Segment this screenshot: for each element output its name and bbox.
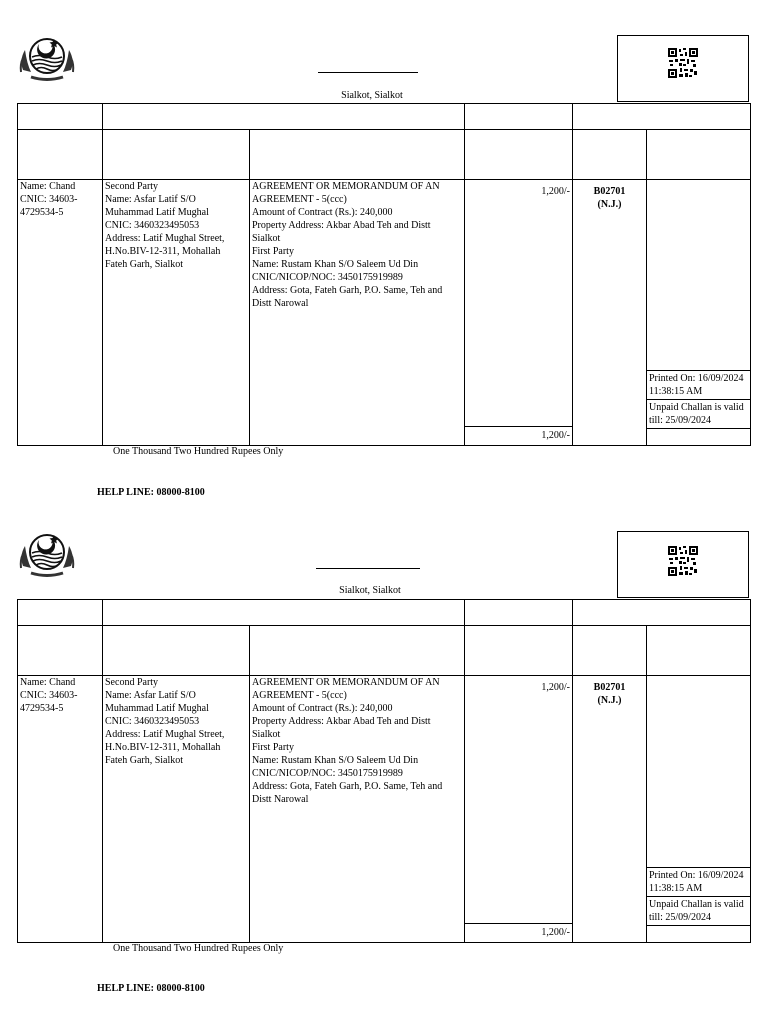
head-code: B02701	[593, 682, 626, 693]
title-underline	[318, 72, 418, 73]
desc-line: CNIC/NICOP/NOC: 3450175919989	[252, 768, 403, 779]
person-line: 4729534-5	[20, 207, 64, 218]
amount-cell	[465, 676, 573, 943]
subheader-row	[18, 130, 751, 180]
challan-copy-2	[0, 496, 768, 996]
desc-line: First Party	[252, 246, 294, 257]
status-cell	[647, 676, 751, 943]
person-line: 4729534-5	[20, 703, 64, 714]
city-label: Sialkot, Sialkot	[339, 585, 401, 596]
desc-line: Distt Narowal	[252, 298, 309, 309]
valid-till-date: till: 25/09/2024	[649, 912, 711, 923]
desc-line: CNIC/NICOP/NOC: 3450175919989	[252, 272, 403, 283]
printed-on	[647, 370, 750, 399]
person-cell	[18, 676, 103, 943]
desc-line: Amount of Contract (Rs.): 240,000	[252, 703, 393, 714]
second-party-cell	[103, 180, 250, 446]
punjab-logo-icon	[17, 30, 77, 84]
desc-line: Name: Rustam Khan S/O Saleem Ud Din	[252, 259, 419, 270]
valid-till	[647, 896, 750, 925]
person-line: CNIC: 34603-	[20, 690, 78, 701]
party-line: Address: Latif Mughal Street,	[105, 729, 225, 740]
desc-line: First Party	[252, 742, 294, 753]
desc-line: AGREEMENT OR MEMORANDUM OF AN	[252, 677, 440, 688]
desc-line: Distt Narowal	[252, 794, 309, 805]
desc-line: AGREEMENT OR MEMORANDUM OF AN	[252, 181, 440, 192]
party-line: Fateh Garh, Sialkot	[105, 755, 184, 766]
head-code: B02701	[593, 186, 626, 197]
party-line: Name: Asfar Latif S/O	[105, 690, 196, 701]
person-line: CNIC: 34603-	[20, 194, 78, 205]
party-line: CNIC: 3460323495053	[105, 220, 200, 231]
printed-on-time: 11:38:15 AM	[649, 883, 703, 894]
amount-in-words: One Thousand Two Hundred Rupees Only	[113, 446, 284, 457]
challan-table	[17, 103, 751, 446]
challan-copy-1	[0, 0, 768, 500]
header-row	[18, 600, 751, 626]
detail-row	[18, 676, 751, 943]
city-label: Sialkot, Sialkot	[341, 90, 403, 101]
desc-line: AGREEMENT - 5(ccc)	[252, 690, 347, 701]
amount-cell	[465, 180, 573, 446]
total-value: 1,200/-	[465, 923, 572, 942]
desc-line: Property Address: Akbar Abad Teh and Distt	[252, 716, 431, 727]
subheader-row	[18, 626, 751, 676]
qr-box	[617, 531, 749, 598]
amount-in-words: One Thousand Two Hundred Rupees Only	[113, 943, 284, 954]
valid-till-line: Unpaid Challan is valid	[649, 402, 744, 413]
valid-till	[647, 399, 750, 428]
party-line: Address: Latif Mughal Street,	[105, 233, 225, 244]
party-line: Second Party	[105, 677, 159, 688]
printed-on-date: Printed On: 16/09/2024	[649, 870, 744, 881]
desc-line: Sialkot	[252, 233, 281, 244]
helpline: HELP LINE: 08000-8100	[97, 983, 205, 994]
person-cell	[18, 180, 103, 446]
party-line: Name: Asfar Latif S/O	[105, 194, 196, 205]
head-code-sub: (N.J.)	[597, 199, 622, 210]
desc-line: Amount of Contract (Rs.): 240,000	[252, 207, 393, 218]
printed-on-date: Printed On: 16/09/2024	[649, 373, 744, 384]
party-line: Fateh Garh, Sialkot	[105, 259, 184, 270]
detail-row	[18, 180, 751, 446]
punjab-logo-icon	[17, 526, 77, 580]
helpline: HELP LINE: 08000-8100	[97, 487, 205, 498]
amount-value: 1,200/-	[541, 186, 570, 197]
desc-line: Address: Gota, Fateh Garh, P.O. Same, Teh and	[252, 781, 443, 792]
party-line: Muhammad Latif Mughal	[105, 703, 209, 714]
party-line: Muhammad Latif Mughal	[105, 207, 209, 218]
printed-on	[647, 867, 750, 896]
qr-box	[617, 35, 749, 102]
status-cell	[647, 180, 751, 446]
header-row	[18, 104, 751, 130]
desc-line: Property Address: Akbar Abad Teh and Distt	[252, 220, 431, 231]
amount-value: 1,200/-	[541, 682, 570, 693]
desc-line: AGREEMENT - 5(ccc)	[252, 194, 347, 205]
code-cell	[573, 676, 647, 943]
description-cell	[250, 180, 465, 446]
qr-code-icon	[668, 546, 698, 576]
printed-on-time: 11:38:15 AM	[649, 386, 703, 397]
description-cell	[250, 676, 465, 943]
desc-line: Address: Gota, Fateh Garh, P.O. Same, Teh and	[252, 285, 443, 296]
party-line: CNIC: 3460323495053	[105, 716, 200, 727]
person-line: Name: Chand	[20, 181, 76, 192]
party-line: H.No.BIV-12-311, Mohallah	[105, 246, 221, 257]
desc-line: Name: Rustam Khan S/O Saleem Ud Din	[252, 755, 419, 766]
head-code-sub: (N.J.)	[597, 695, 622, 706]
valid-till-date: till: 25/09/2024	[649, 415, 711, 426]
total-value: 1,200/-	[465, 426, 572, 445]
challan-table	[17, 599, 751, 943]
second-party-cell	[103, 676, 250, 943]
title-underline	[316, 568, 420, 569]
code-cell	[573, 180, 647, 446]
party-line: Second Party	[105, 181, 159, 192]
person-line: Name: Chand	[20, 677, 76, 688]
party-line: H.No.BIV-12-311, Mohallah	[105, 742, 221, 753]
valid-till-line: Unpaid Challan is valid	[649, 899, 744, 910]
qr-code-icon	[668, 48, 698, 78]
desc-line: Sialkot	[252, 729, 281, 740]
